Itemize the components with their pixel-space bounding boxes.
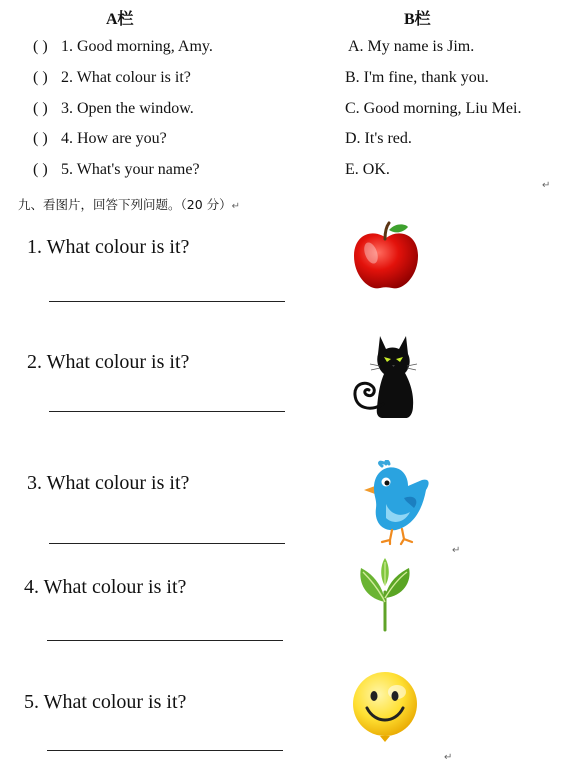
answer-line-3[interactable] [49,543,285,544]
matching-item-a2: ( ) 2. What colour is it? [33,69,191,86]
answer-blank[interactable]: ( ) [33,130,48,147]
matching-item-a1: ( ) 1. Good morning, Amy. [33,38,213,55]
green-sprout-icon [357,556,413,632]
black-cat-icon [350,332,430,422]
matching-item-b4: D. It's red. [345,130,412,147]
answer-blank[interactable]: ( ) [33,38,48,55]
answer-blank[interactable]: ( ) [33,161,48,178]
question-5: 5. What colour is it? [24,691,187,713]
matching-item-a3: ( ) 3. Open the window. [33,100,194,117]
matching-item-a4: ( ) 4. How are you? [33,130,167,147]
answer-line-2[interactable] [49,411,285,412]
matching-item-a5: ( ) 5. What's your name? [33,161,200,178]
question-3: 3. What colour is it? [27,472,190,494]
section-9-title: 九、看图片，回答下列问题。（20 分）↵ [18,197,241,212]
matching-item-b3: C. Good morning, Liu Mei. [345,100,522,117]
red-apple-icon [351,220,421,292]
question-4: 4. What colour is it? [24,576,187,598]
matching-item-b1: A. My name is Jim. [348,38,475,55]
answer-blank[interactable]: ( ) [33,69,48,86]
return-mark: ↵ [452,545,461,556]
matching-item-b2: B. I'm fine, thank you. [345,69,489,86]
answer-blank[interactable]: ( ) [33,100,48,117]
return-mark: ↵ [444,752,453,763]
blue-bird-icon [360,460,432,546]
yellow-smiley-balloon-icon [349,670,421,746]
col-a-header: A栏 [106,11,134,28]
answer-line-1[interactable] [49,301,285,302]
return-mark: ↵ [542,180,551,191]
question-1: 1. What colour is it? [27,236,190,258]
matching-item-b5: E. OK. [345,161,390,178]
answer-line-5[interactable] [47,750,283,751]
question-2: 2. What colour is it? [27,351,190,373]
col-b-header: B栏 [404,11,431,28]
answer-line-4[interactable] [47,640,283,641]
